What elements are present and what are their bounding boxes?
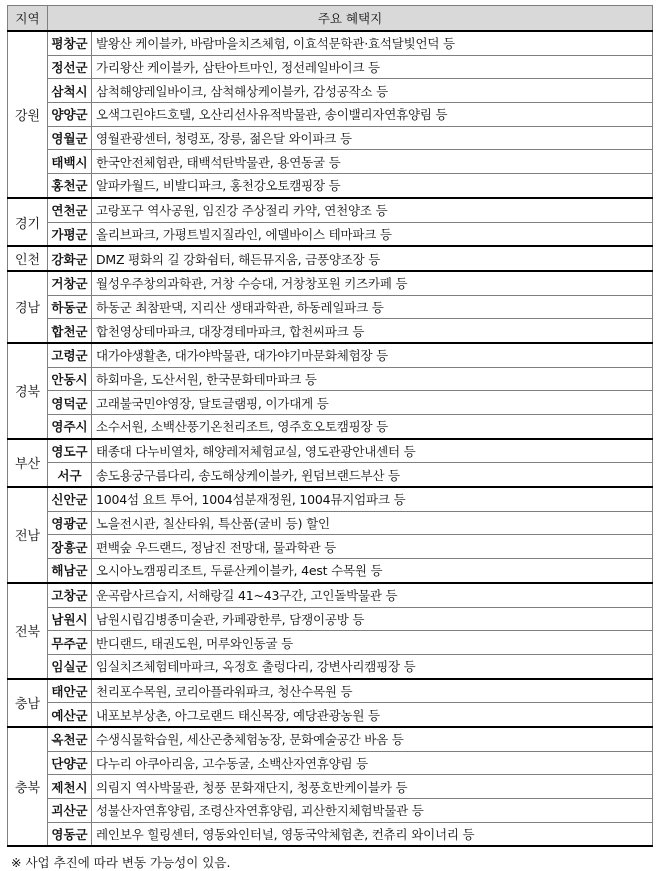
benefit-cell: 노을전시관, 칠산타워, 특산품(굴비 등) 할인 (92, 511, 653, 535)
region-cell: 충북 (8, 727, 48, 846)
city-cell: 고령군 (48, 343, 92, 367)
table-row (8, 126, 653, 150)
city-cell: 안동시 (48, 367, 92, 391)
table-body (8, 31, 653, 846)
benefit-cell: 합천영상테마파크, 대장경테마파크, 합천씨파크 등 (92, 319, 653, 343)
benefit-cell: 영월관광센터, 청령포, 장릉, 젊은달 와이파크 등 (92, 126, 653, 150)
table-row (8, 775, 653, 799)
benefit-cell: 소수서원, 소백산풍기온천리조트, 영주호오토캠핑장 등 (92, 415, 653, 439)
city-cell: 연천군 (48, 198, 92, 222)
city-cell: 태백시 (48, 150, 92, 174)
city-cell: 영월군 (48, 126, 92, 150)
benefit-cell: 수생식물학습원, 세산곤충체험농장, 문화예술공간 바옴 등 (92, 727, 653, 751)
benefit-cell: 하회마을, 도산서원, 한국문화테마파크 등 (92, 367, 653, 391)
city-cell: 서구 (48, 463, 92, 487)
city-cell: 삼척시 (48, 79, 92, 103)
region-cell: 경남 (8, 271, 48, 343)
city-cell: 영도구 (48, 439, 92, 463)
city-cell: 영덕군 (48, 391, 92, 415)
table-row (8, 391, 653, 415)
benefit-cell: 운곡람사르습지, 서해랑길 41~43구간, 고인돌박물관 등 (92, 583, 653, 607)
benefit-cell: 송도용궁구름다리, 송도해상케이블카, 윈덤브랜드부산 등 (92, 463, 653, 487)
benefit-cell: 의림지 역사박물관, 청풍 문화재단지, 청풍호반케이블카 등 (92, 775, 653, 799)
table-row (8, 751, 653, 775)
benefit-cell: 하동군 최참판댁, 지리산 생태과학관, 하동레일파크 등 (92, 295, 653, 319)
table-row (8, 679, 653, 703)
city-cell: 고창군 (48, 583, 92, 607)
benefit-cell: 가리왕산 케이블카, 삼탄아트마인, 정선레일바이크 등 (92, 55, 653, 79)
city-cell: 영광군 (48, 511, 92, 535)
region-cell: 인천 (8, 246, 48, 271)
benefit-cell: 알파카월드, 비발디파크, 홍천강오토캠핑장 등 (92, 174, 653, 198)
benefit-cell: 태종대 다누비열차, 해양레저체험교실, 영도관광안내센터 등 (92, 439, 653, 463)
benefit-cell: 오색그린야드호텔, 오산리선사유적박물관, 송이밸리자연휴양림 등 (92, 103, 653, 127)
region-cell: 경기 (8, 198, 48, 246)
table-row (8, 55, 653, 79)
table-row (8, 631, 653, 655)
table-row (8, 559, 653, 583)
table-row (8, 703, 653, 727)
city-cell: 하동군 (48, 295, 92, 319)
benefits-table (7, 5, 653, 847)
table-row (8, 343, 653, 367)
table-row (8, 174, 653, 198)
table-row (8, 222, 653, 246)
city-cell: 단양군 (48, 751, 92, 775)
city-cell: 홍천군 (48, 174, 92, 198)
footnote: ※ 사업 추진에 따라 변동 가능성이 있음. (11, 855, 231, 871)
table-row (8, 487, 653, 511)
benefit-cell: 임실치즈체험테마파크, 옥정호 출렁다리, 강변사리캠핑장 등 (92, 654, 653, 678)
table-row (8, 150, 653, 174)
region-cell: 부산 (8, 439, 48, 487)
city-cell: 장흥군 (48, 535, 92, 559)
city-cell: 양양군 (48, 103, 92, 127)
table-row (8, 583, 653, 607)
header-row (8, 6, 653, 32)
table-row (8, 439, 653, 463)
header-region: 지역 (8, 6, 48, 32)
benefit-cell: DMZ 평화의 길 강화쉼터, 해든뮤지움, 금풍양조장 등 (92, 246, 653, 271)
city-cell: 정선군 (48, 55, 92, 79)
city-cell: 남원시 (48, 607, 92, 631)
city-cell: 합천군 (48, 319, 92, 343)
city-cell: 무주군 (48, 631, 92, 655)
benefit-cell: 고랑포구 역사공원, 임진강 주상절리 카약, 연천양조 등 (92, 198, 653, 222)
benefit-cell: 발왕산 케이블카, 바람마을치즈체험, 이효석문학관·효석달빛언덕 등 (92, 31, 653, 55)
benefit-cell: 고래불국민야영장, 달토글램핑, 이가대게 등 (92, 391, 653, 415)
table-row (8, 463, 653, 487)
header-benefit: 주요 혜택지 (48, 6, 653, 32)
table-row (8, 654, 653, 678)
city-cell: 제천시 (48, 775, 92, 799)
region-cell: 충남 (8, 679, 48, 727)
benefit-cell: 올리브파크, 가평트빌지질라인, 에델바이스 테마파크 등 (92, 222, 653, 246)
region-cell: 전남 (8, 487, 48, 583)
table-row (8, 271, 653, 295)
city-cell: 가평군 (48, 222, 92, 246)
city-cell: 영주시 (48, 415, 92, 439)
region-cell: 강원 (8, 31, 48, 198)
table-row (8, 415, 653, 439)
city-cell: 예산군 (48, 703, 92, 727)
table-header (8, 6, 653, 32)
city-cell: 영동군 (48, 822, 92, 846)
benefit-cell: 천리포수목원, 코리아플라워파크, 청산수목원 등 (92, 679, 653, 703)
benefit-cell: 삼척해양레일바이크, 삼척해상케이블카, 감성공작소 등 (92, 79, 653, 103)
table-row (8, 319, 653, 343)
benefit-cell: 한국안전체험관, 태백석탄박물관, 용연동굴 등 (92, 150, 653, 174)
city-cell: 괴산군 (48, 799, 92, 823)
city-cell: 해남군 (48, 559, 92, 583)
city-cell: 태안군 (48, 679, 92, 703)
benefit-cell: 다누리 아쿠아리움, 고수동굴, 소백산자연휴양림 등 (92, 751, 653, 775)
table-row (8, 535, 653, 559)
table-row (8, 79, 653, 103)
region-cell: 경북 (8, 343, 48, 439)
benefit-cell: 대가야생활촌, 대가야박물관, 대가야기마문화체험장 등 (92, 343, 653, 367)
document-page (7, 5, 652, 871)
city-cell: 임실군 (48, 654, 92, 678)
benefit-cell: 편백숲 우드랜드, 정남진 전망대, 물과학관 등 (92, 535, 653, 559)
city-cell: 옥천군 (48, 727, 92, 751)
table-row (8, 367, 653, 391)
benefit-cell: 내포보부상촌, 아그로랜드 태신목장, 예당관광농원 등 (92, 703, 653, 727)
table-row (8, 103, 653, 127)
table-row (8, 31, 653, 55)
table-row (8, 198, 653, 222)
benefit-cell: 성불산자연휴양림, 조령산자연휴양림, 괴산한지체험박물관 등 (92, 799, 653, 823)
table-row (8, 295, 653, 319)
table-row (8, 822, 653, 846)
city-cell: 평창군 (48, 31, 92, 55)
benefit-cell: 남원시립김병종미술관, 카페광한루, 담쟁이공방 등 (92, 607, 653, 631)
city-cell: 신안군 (48, 487, 92, 511)
city-cell: 강화군 (48, 246, 92, 271)
table-row (8, 727, 653, 751)
benefit-cell: 1004섬 요트 투어, 1004섬분재정원, 1004뮤지엄파크 등 (92, 487, 653, 511)
table-row (8, 607, 653, 631)
region-cell: 전북 (8, 583, 48, 679)
table-row (8, 511, 653, 535)
benefit-cell: 월성우주창의과학관, 거창 수승대, 거창창포원 키즈카페 등 (92, 271, 653, 295)
benefit-cell: 레인보우 힐링센터, 영동와인터널, 영동국악체험촌, 컨츄리 와이너리 등 (92, 822, 653, 846)
benefit-cell: 오시아노캠핑리조트, 두륜산케이블카, 4est 수목원 등 (92, 559, 653, 583)
city-cell: 거창군 (48, 271, 92, 295)
table-row (8, 246, 653, 271)
benefit-cell: 반디랜드, 태권도원, 머루와인동굴 등 (92, 631, 653, 655)
table-row (8, 799, 653, 823)
